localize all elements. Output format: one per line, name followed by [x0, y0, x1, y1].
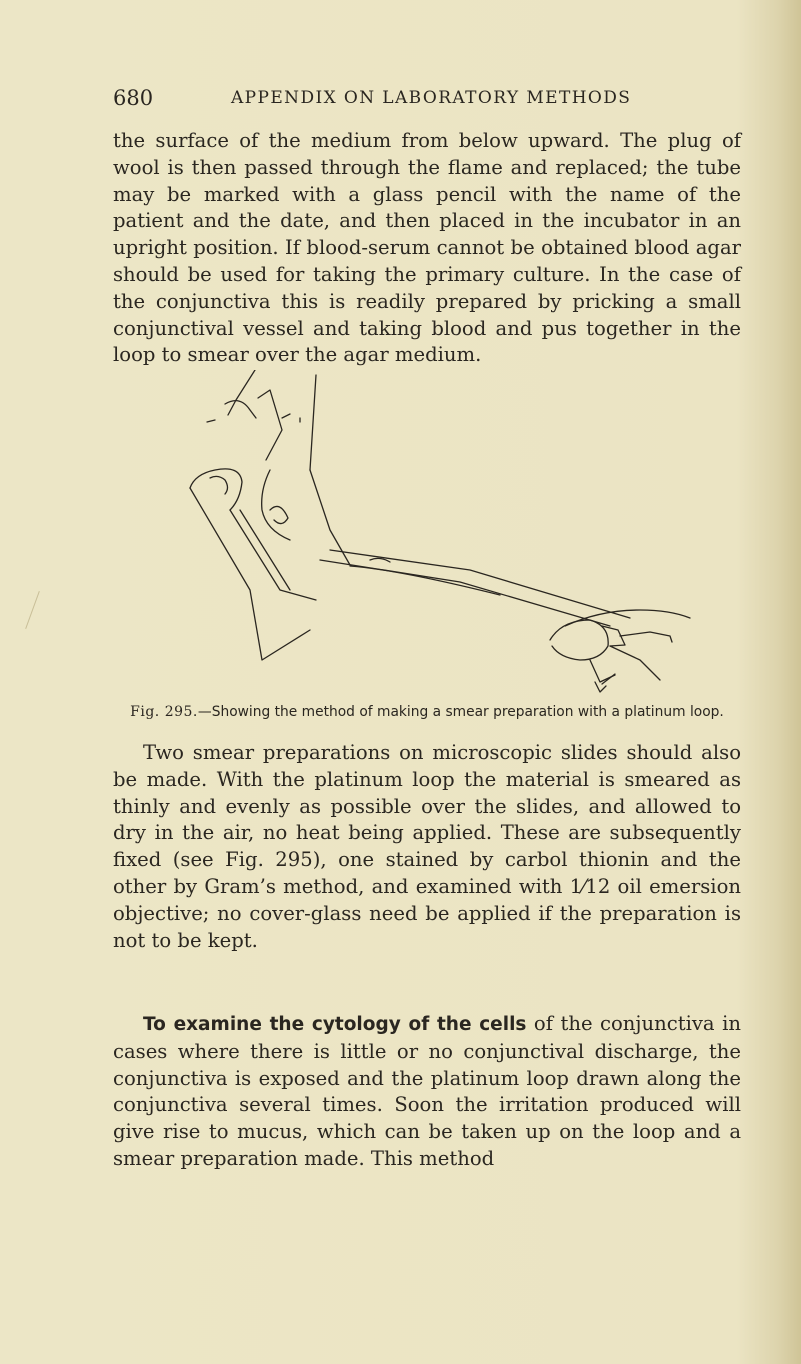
- upper-tube-right-edge: [310, 375, 316, 470]
- fraction-one-twelfth: 1⁄12: [569, 874, 611, 898]
- page-number: 680: [113, 86, 154, 110]
- figure-smear-illustration: [170, 370, 710, 700]
- finger-left-inner-2: [240, 510, 290, 590]
- figure-label: Fig. 295.: [130, 704, 198, 720]
- upper-tube-cap: [225, 401, 256, 418]
- figure-caption-text: —Showing the method of making a smear preparation with a platinum loop.: [197, 704, 724, 720]
- paragraph-culture: the surface of the medium from below upward. The plug of wool is then passed through the flame and replaced; the tube may be marked with a glass pencil with the name of the patient and the date, and then placed in the incubator in an upright position. If blood-serum cannot be obtained blood agar should be used for taking the primary culture. In the case of the conjunctiva this is readily prepared by pricking a small conjunctival vessel and taking blood and pus together in the loop to smear over the agar medium.: [113, 129, 741, 367]
- right-hand-outline: [550, 620, 608, 660]
- upper-tube-tick: [282, 414, 290, 418]
- cytology-bold-lead: To examine the cytology of the cells: [143, 1014, 527, 1035]
- right-hand-palm: [610, 646, 660, 680]
- running-head: APPENDIX ON LABORATORY METHODS: [231, 88, 632, 108]
- finger-left-edge-right: [310, 470, 350, 565]
- glass-rod-upper: [330, 550, 630, 618]
- finger-left-curve: [262, 470, 290, 540]
- paragraph-smear-slides: [113, 740, 741, 954]
- finger-left-long: [190, 488, 310, 660]
- paragraph-cytology: [113, 1011, 741, 1173]
- page-margin-mark: [25, 591, 40, 629]
- right-hand-lower: [590, 660, 615, 682]
- upper-tube-inner: [258, 390, 282, 460]
- finger-left-outline: [190, 469, 242, 510]
- finger-left-inner-1: [230, 510, 316, 600]
- paragraph-smear-text-a: Two smear preparations on microscopic slides should also be made. With the platinum loop the material is smeared as thinly and evenly as possible over the slides, and allowed to dry in the air, no heat being applied. These are subsequently fixed (see Fig. 295), one stained by carbol thionin and the other by Gram’s method, and examined with: [113, 741, 741, 898]
- glass-rod-inner: [350, 566, 500, 595]
- upper-tube-left-edge: [228, 370, 255, 415]
- finger-left-knuckle: [270, 506, 288, 523]
- finger-left-tip: [210, 476, 228, 494]
- cytology-text: of the conjunctiva in cases where there is little or no conjunctival discharge, the conjunctiva is exposed and the platinum loop drawn along the conjunctiva several times. Soon the irritation produced will give rise to mucus, which can be taken up on the loop and a smear preparation made. This method: [113, 1012, 741, 1170]
- right-loop-wire: [602, 674, 615, 684]
- paragraph-smear-text-b: oil emersion objective; no cover-glass need be applied if the preparation is not to be kept.: [113, 874, 741, 952]
- glass-rod-tip-marks: [370, 558, 390, 562]
- figure-caption: [113, 703, 741, 722]
- right-hand-finger: [620, 632, 672, 642]
- upper-tube-mark: [207, 420, 215, 422]
- right-hand-tip: [595, 682, 606, 692]
- page-header: [113, 86, 733, 112]
